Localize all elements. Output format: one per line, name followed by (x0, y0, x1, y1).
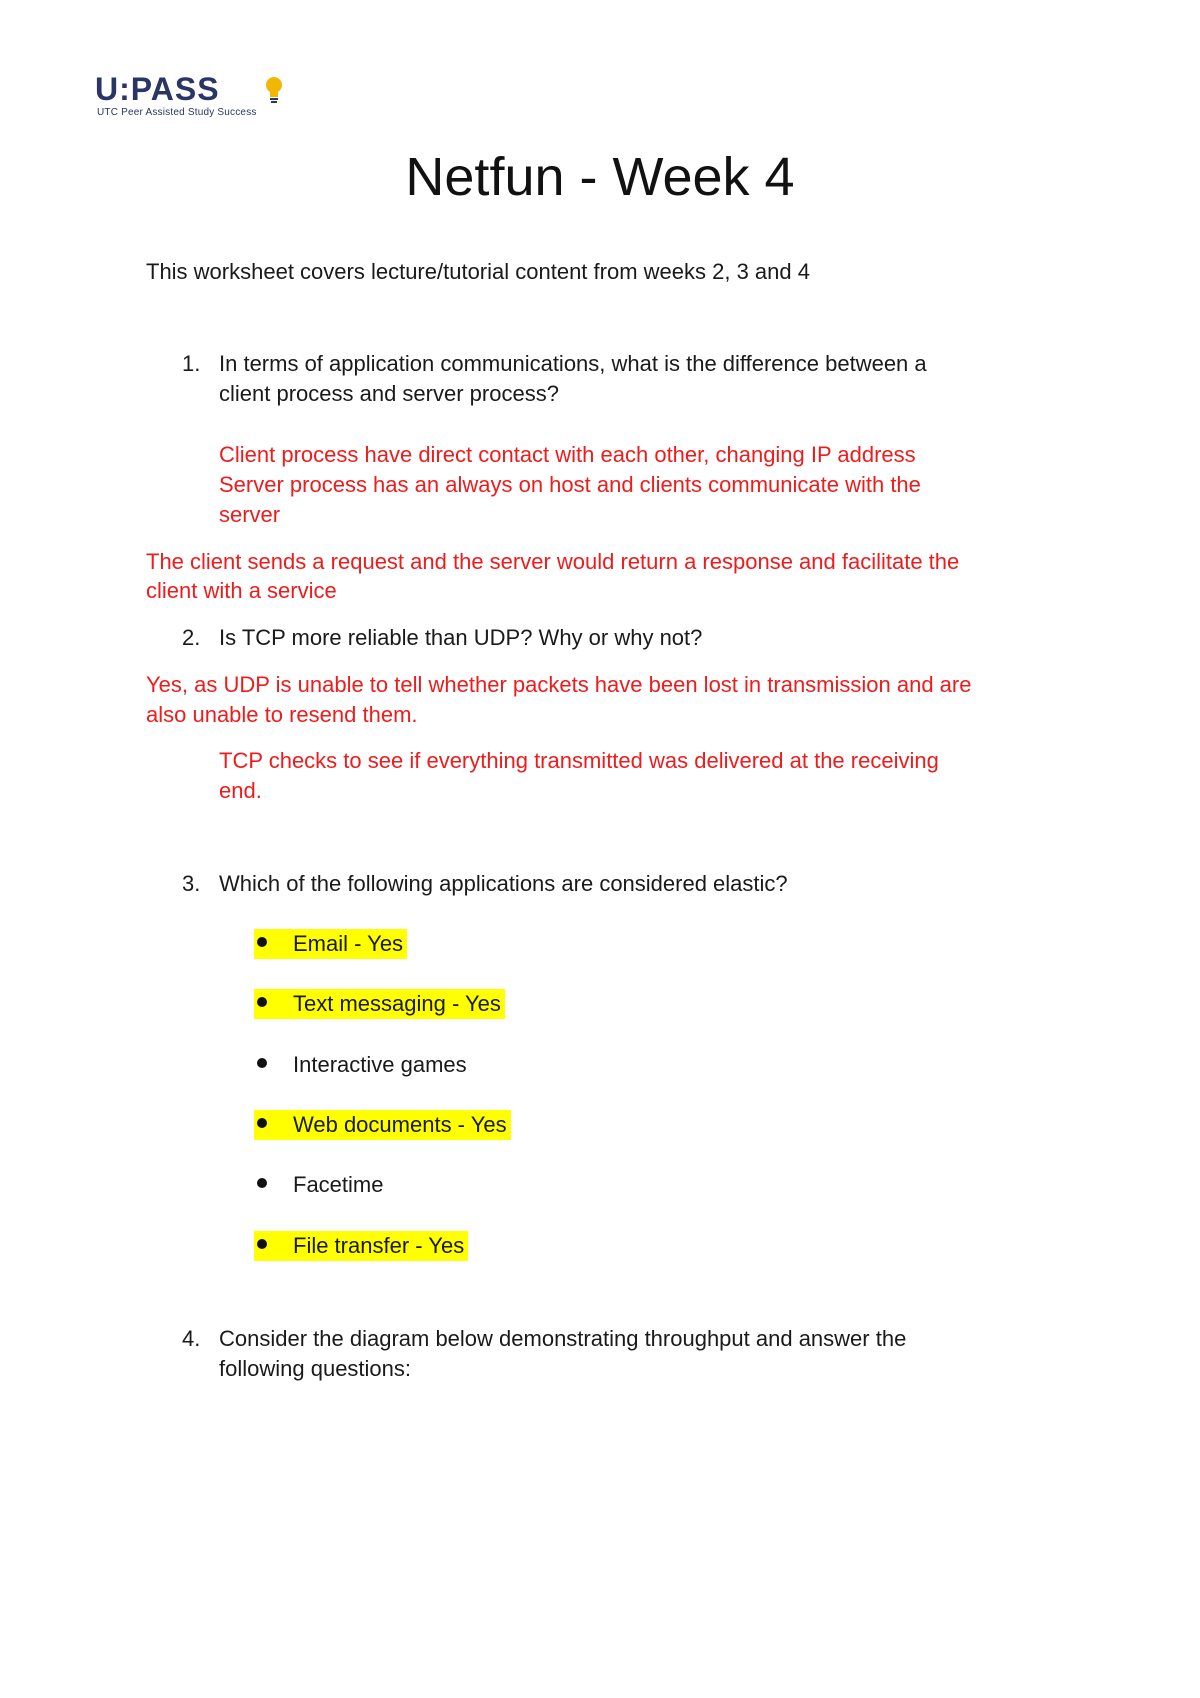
lightbulb-icon (263, 76, 285, 106)
q3-number: 3. (182, 871, 201, 896)
list-item (254, 929, 407, 959)
bullet-icon (257, 1178, 267, 1188)
q2-number: 2. (182, 625, 201, 650)
q2-answer-line4: end. (219, 778, 262, 803)
intro-text: This worksheet covers lecture/tutorial content from weeks 2, 3 and 4 (146, 259, 810, 284)
q1-answer-line5: client with a service (146, 578, 337, 603)
bullet-icon (257, 937, 267, 947)
q4-text-line2: following questions: (219, 1356, 412, 1381)
q1-answer-line4: The client sends a request and the server would return a response and facilitate the (146, 549, 960, 574)
q1-text-line2: client process and server process? (219, 381, 559, 406)
bullet-icon (257, 1058, 267, 1068)
highlight (254, 929, 407, 959)
q1-number: 1. (182, 351, 201, 376)
bullet-icon (257, 997, 267, 1007)
bullet-icon (257, 1118, 267, 1128)
option-label: File transfer - Yes (293, 1233, 465, 1258)
q4-text-line1: Consider the diagram below demonstrating throughput and answer the (219, 1326, 907, 1351)
q2-answer-line1: Yes, as UDP is unable to tell whether packets have been lost in transmission and are (146, 672, 972, 697)
list-item (254, 1110, 511, 1140)
upass-logo (95, 72, 295, 122)
highlight (254, 1231, 468, 1261)
q1-answer-line3: server (219, 502, 281, 527)
q1-answer-line2: Server process has an always on host and clients communicate with the (219, 472, 921, 497)
q2-answer-line3: TCP checks to see if everything transmitted was delivered at the receiving (219, 748, 939, 773)
logo-tagline: UTC Peer Assisted Study Success (97, 107, 257, 118)
option-label: Email - Yes (293, 931, 404, 956)
q3-text-line1: Which of the following applications are considered elastic? (219, 871, 788, 896)
list-item (254, 1050, 467, 1080)
option-label: Interactive games (293, 1052, 467, 1077)
list-item (254, 1170, 383, 1200)
highlight (254, 989, 505, 1019)
bullet-icon (257, 1239, 267, 1249)
highlight (254, 1110, 511, 1140)
q2-text-line1: Is TCP more reliable than UDP? Why or why not? (219, 625, 703, 650)
list-item (254, 989, 505, 1019)
logo-wordmark: U:PASS (95, 71, 220, 107)
option-label: Web documents - Yes (293, 1112, 507, 1137)
option-label: Text messaging - Yes (293, 991, 501, 1016)
page-title: Netfun - Week 4 (405, 147, 795, 207)
list-item (254, 1231, 468, 1261)
q1-answer-line1: Client process have direct contact with each other, changing IP address (219, 442, 916, 467)
q1-text-line1: In terms of application communications, what is the difference between a (219, 351, 927, 376)
option-label: Facetime (293, 1172, 384, 1197)
q4-number: 4. (182, 1326, 201, 1351)
q2-answer-line2: also unable to resend them. (146, 702, 418, 727)
